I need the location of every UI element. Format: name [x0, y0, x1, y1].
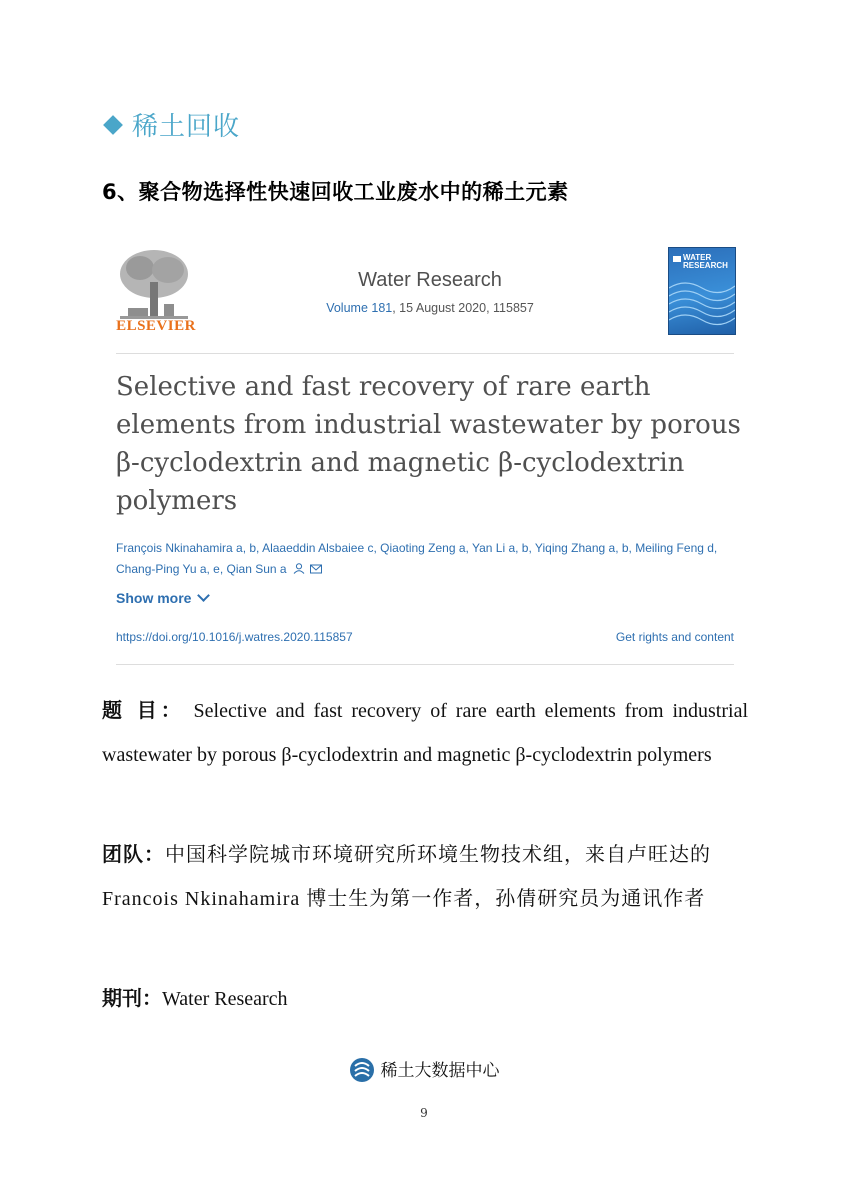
- paper-title-field: [102, 688, 748, 777]
- doi-link[interactable]: https://doi.org/10.1016/j.watres.2020.115857: [116, 630, 353, 644]
- team-field: [102, 832, 748, 921]
- journal-name: Water Research: [358, 269, 502, 291]
- authors-line-1[interactable]: François Nkinahamira a, b, Alaaeddin Alsbaiee c, Qiaoting Zeng a, Yan Li a, b, Yiqing Zhang a, b, Meiling Feng d,: [116, 541, 718, 555]
- journal-value: Water Research: [162, 988, 288, 1010]
- paper-screenshot: [110, 240, 740, 670]
- journal-label: 期刊：: [102, 986, 162, 1010]
- page-number: 9: [420, 1106, 428, 1120]
- elsevier-wordmark: ELSEVIER: [116, 318, 196, 334]
- section-title: [102, 106, 240, 143]
- author-list[interactable]: [116, 538, 746, 580]
- brand-name: 稀土大数据中心: [380, 1061, 500, 1081]
- divider: [116, 353, 734, 354]
- divider: [116, 664, 734, 665]
- cover-wave-icon: [669, 248, 735, 334]
- article-heading: 6、聚合物选择性快速回收工业废水中的稀土元素: [102, 180, 569, 204]
- chevron-down-icon: [198, 589, 211, 602]
- authors-line-2-text[interactable]: Chang-Ping Yu a, e, Qian Sun a: [116, 562, 287, 576]
- journal-field: [102, 976, 748, 1021]
- cover-title: WATER RESEARCH: [683, 253, 728, 270]
- journal-cover-thumbnail[interactable]: [668, 247, 736, 335]
- volume-link[interactable]: Volume 181: [326, 301, 393, 315]
- email-icon[interactable]: [310, 564, 322, 574]
- rights-link[interactable]: Get rights and content: [615, 630, 734, 644]
- diamond-bullet-icon: [103, 115, 123, 135]
- authors-line-2[interactable]: [116, 559, 746, 580]
- show-more-button[interactable]: [116, 590, 208, 606]
- section-title-text: 稀土回收: [132, 112, 241, 142]
- team-label: 团队：: [102, 842, 165, 866]
- issue-details: , 15 August 2020, 115857: [392, 301, 534, 315]
- show-more-label: Show more: [116, 590, 192, 606]
- issue-line: [110, 301, 750, 315]
- footer-brand: [0, 1056, 848, 1083]
- title-value: Selective and fast recovery of rare earth elements from industrial wastewater by porous β-cyclodextrin and magnetic β-cyclodextrin polymers: [102, 700, 749, 766]
- team-value: 中国科学院城市环境研究所环境生物技术组，来自卢旺达的 Francois Nkinahamira 博士生为第一作者，孙倩研究员为通讯作者: [102, 844, 711, 910]
- paper-title: Selective and fast recovery of rare earth elements from industrial wastewater by porous β-cyclodextrin and magnetic β-cyclodextrin polymers: [116, 372, 741, 516]
- title-label: 题 目：: [102, 698, 185, 722]
- brand-logo-icon: [349, 1057, 375, 1083]
- person-icon: [293, 563, 305, 574]
